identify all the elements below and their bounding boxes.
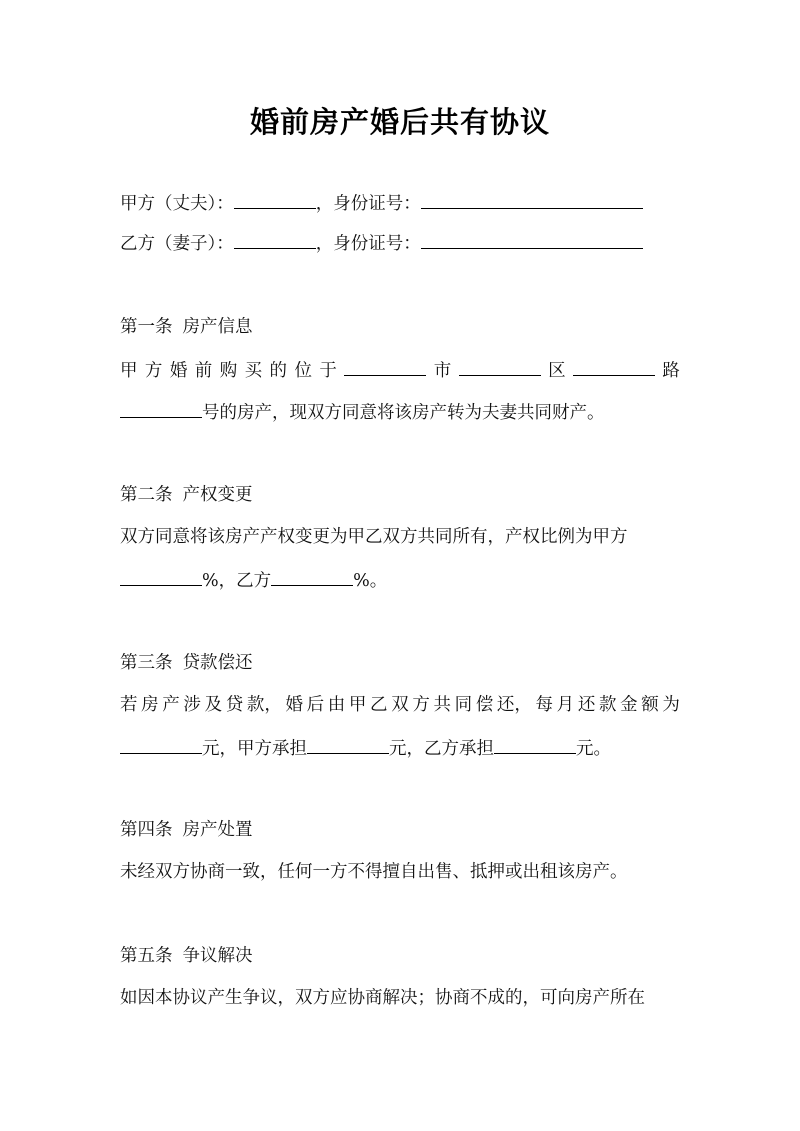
text-char: 额 xyxy=(641,695,659,715)
road-label: 路 xyxy=(662,361,680,381)
article-4-number: 第四条 xyxy=(120,820,173,840)
text-char: 买 xyxy=(244,361,263,381)
article-1-heading xyxy=(120,315,253,339)
text-char: 乙 xyxy=(370,695,388,715)
text-char: 款， xyxy=(246,695,282,715)
text-char: 同 xyxy=(454,695,473,715)
party-b-share-label: 元，乙方承担 xyxy=(389,739,494,759)
text-char: 还， xyxy=(496,695,532,715)
article-1-title: 房产信息 xyxy=(182,317,253,337)
text-char: 每 xyxy=(535,695,554,715)
party-b-id-blank[interactable] xyxy=(421,231,643,249)
text-char: 于 xyxy=(319,361,337,381)
article-2-line-1: 双方同意将该房产产权变更为甲乙双方共同所有，产权比例为甲方 xyxy=(120,527,628,547)
party-a-share-label: 元，甲方承担 xyxy=(202,739,307,759)
article-5-number: 第五条 xyxy=(120,946,173,966)
district-label: 区 xyxy=(548,361,566,381)
text-char: 婚 xyxy=(285,695,303,715)
party-a-amount-blank[interactable] xyxy=(307,736,389,754)
text-char: 金 xyxy=(620,695,638,715)
article-5-heading xyxy=(120,944,253,968)
article-1-number: 第一条 xyxy=(120,317,173,337)
article-2-title: 产权变更 xyxy=(182,485,253,505)
text-char: 产 xyxy=(162,695,180,715)
party-a-name-blank[interactable] xyxy=(234,191,316,209)
text-char: 方 xyxy=(144,361,163,381)
text-char: 由 xyxy=(327,695,346,715)
text-char: 双 xyxy=(391,695,409,715)
party-b-amount-blank[interactable] xyxy=(494,736,576,754)
city-blank[interactable] xyxy=(344,358,426,376)
article-5-title: 争议解决 xyxy=(182,946,253,966)
party-b-line xyxy=(120,231,643,256)
share-b-blank[interactable] xyxy=(271,568,353,586)
text-char: 共 xyxy=(433,695,451,715)
yuan-label: 元。 xyxy=(576,739,611,759)
party-a-id-label: ，身份证号： xyxy=(315,194,421,214)
article-3-number: 第三条 xyxy=(120,653,173,673)
article-5-line-1: 如因本协议产生争议，双方应协商解决；协商不成的，可向房产所在 xyxy=(120,988,645,1008)
article-3-heading xyxy=(120,651,253,675)
article-3-line-1 xyxy=(120,693,680,717)
text-char: 购 xyxy=(219,361,238,381)
text-char: 月 xyxy=(556,695,575,715)
text-char: 偿 xyxy=(475,695,494,715)
document-title: 婚前房产婚后共有协议 xyxy=(249,105,550,139)
party-b-label: 乙方（妻子）： xyxy=(120,234,234,254)
article-1-line-1 xyxy=(120,358,680,383)
text-char: 方 xyxy=(412,695,430,715)
article-2-line-2 xyxy=(120,568,387,593)
article-4-title: 房产处置 xyxy=(182,820,253,840)
party-b-name-blank[interactable] xyxy=(234,231,316,249)
share-b-label: %。 xyxy=(353,571,388,591)
text-char: 甲 xyxy=(348,695,367,715)
party-a-label: 甲方（丈夫）： xyxy=(120,194,234,214)
article-3-title: 贷款偿还 xyxy=(182,653,253,673)
text-char: 甲 xyxy=(120,361,138,381)
article-1-text: 号的房产，现双方同意将该房产转为夫妻共同财产。 xyxy=(202,403,605,423)
text-char: 前 xyxy=(194,361,213,381)
party-a-id-blank[interactable] xyxy=(421,191,643,209)
road-blank[interactable] xyxy=(573,358,655,376)
text-char: 房 xyxy=(141,695,159,715)
article-4-line-1: 未经双方协商一致，任何一方不得擅自出售、抵押或出租该房产。 xyxy=(120,862,628,882)
text-char: 若 xyxy=(120,695,138,715)
article-4-heading xyxy=(120,818,253,842)
text-char: 为 xyxy=(662,695,680,715)
article-2-heading xyxy=(120,483,253,507)
article-3-line-2 xyxy=(120,736,611,761)
share-a-blank[interactable] xyxy=(120,568,202,586)
party-a-line xyxy=(120,191,643,216)
text-char: 贷 xyxy=(225,695,244,715)
text-char: 及 xyxy=(204,695,223,715)
city-label: 市 xyxy=(433,361,452,381)
text-char: 后 xyxy=(306,695,325,715)
article-2-number: 第二条 xyxy=(120,485,173,505)
text-char: 涉 xyxy=(183,695,201,715)
article-1-line-2 xyxy=(120,400,605,425)
monthly-amount-blank[interactable] xyxy=(120,736,202,754)
text-char: 的 xyxy=(269,361,288,381)
share-a-label: %，乙方 xyxy=(202,571,272,591)
house-number-blank[interactable] xyxy=(120,400,202,418)
text-char: 婚 xyxy=(169,361,188,381)
district-blank[interactable] xyxy=(459,358,541,376)
text-char: 还 xyxy=(577,695,596,715)
text-char: 位 xyxy=(294,361,312,381)
party-b-id-label: ，身份证号： xyxy=(315,234,421,254)
text-char: 款 xyxy=(598,695,617,715)
